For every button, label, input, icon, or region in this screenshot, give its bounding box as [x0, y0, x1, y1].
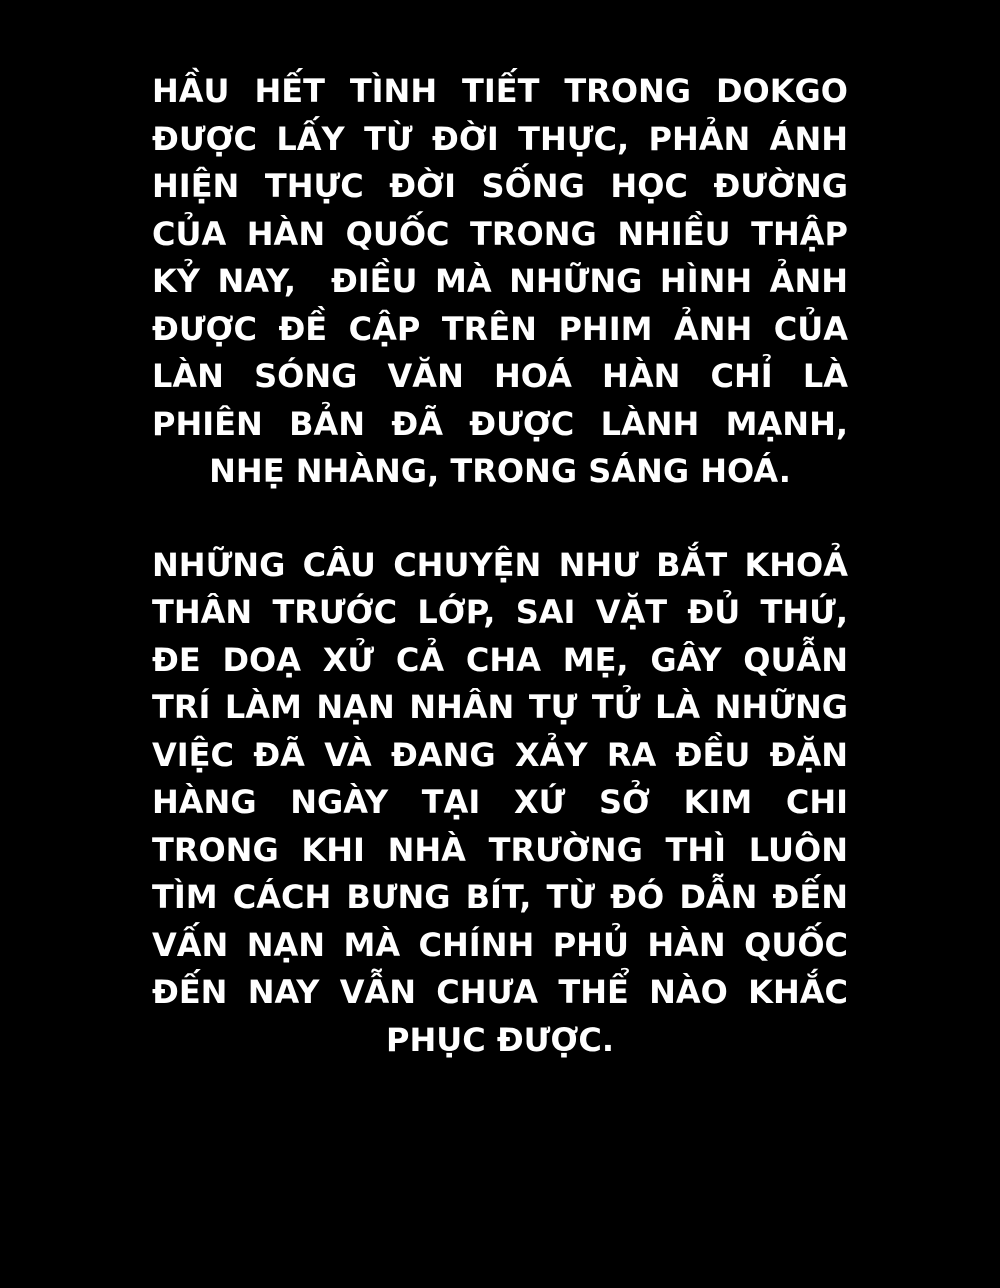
text-line: NHỮNG CÂU CHUYỆN NHƯ BẮT KHOẢ	[152, 545, 848, 584]
text-line: ĐƯỢC ĐỀ CẬP TRÊN PHIM ẢNH CỦA	[152, 309, 848, 348]
text-line: ĐẾN NAY VẪN CHƯA THỂ NÀO KHẮC	[152, 973, 848, 1011]
text-line: HẦU HẾT TÌNH TIẾT TRONG DOKGO	[152, 72, 848, 110]
text-line: HIỆN THỰC ĐỜI SỐNG HỌC ĐƯỜNG	[152, 167, 848, 205]
text-line: VẤN NẠN MÀ CHÍNH PHỦ HÀN QUỐC	[152, 925, 848, 964]
text-line: VIỆC ĐÃ VÀ ĐANG XẢY RA ĐỀU ĐẶN	[152, 735, 848, 774]
paragraph	[152, 542, 848, 1065]
text-line: HÀNG NGÀY TẠI XỨ SỞ KIM CHI	[152, 783, 848, 821]
text-line: LÀN SÓNG VĂN HOÁ HÀN CHỈ LÀ	[152, 357, 848, 395]
paragraph	[152, 68, 848, 496]
text-line: TRÍ LÀM NẠN NHÂN TỰ TỬ LÀ NHỮNG	[152, 688, 848, 726]
text-line: TÌM CÁCH BƯNG BÍT, TỪ ĐÓ DẪN ĐẾN	[152, 878, 848, 916]
translator-note	[152, 0, 848, 1064]
text-line: THÂN TRƯỚC LỚP, SAI VẶT ĐỦ THỨ,	[152, 593, 848, 631]
text-line: CỦA HÀN QUỐC TRONG NHIỀU THẬP	[152, 214, 848, 253]
text-line: PHIÊN BẢN ĐÃ ĐƯỢC LÀNH MẠNH,	[152, 404, 848, 443]
text-line: NHẸ NHÀNG, TRONG SÁNG HOÁ.	[209, 452, 791, 490]
text-line: ĐƯỢC LẤY TỪ ĐỜI THỰC, PHẢN ÁNH	[152, 119, 848, 158]
text-line: PHỤC ĐƯỢC.	[386, 1020, 614, 1059]
text-line: ĐE DOẠ XỬ CẢ CHA MẸ, GÂY QUẪN	[152, 640, 848, 679]
text-line: TRONG KHI NHÀ TRƯỜNG THÌ LUÔN	[152, 830, 848, 869]
text-line: KỶ NAY, ĐIỀU MÀ NHỮNG HÌNH ẢNH	[152, 262, 848, 300]
